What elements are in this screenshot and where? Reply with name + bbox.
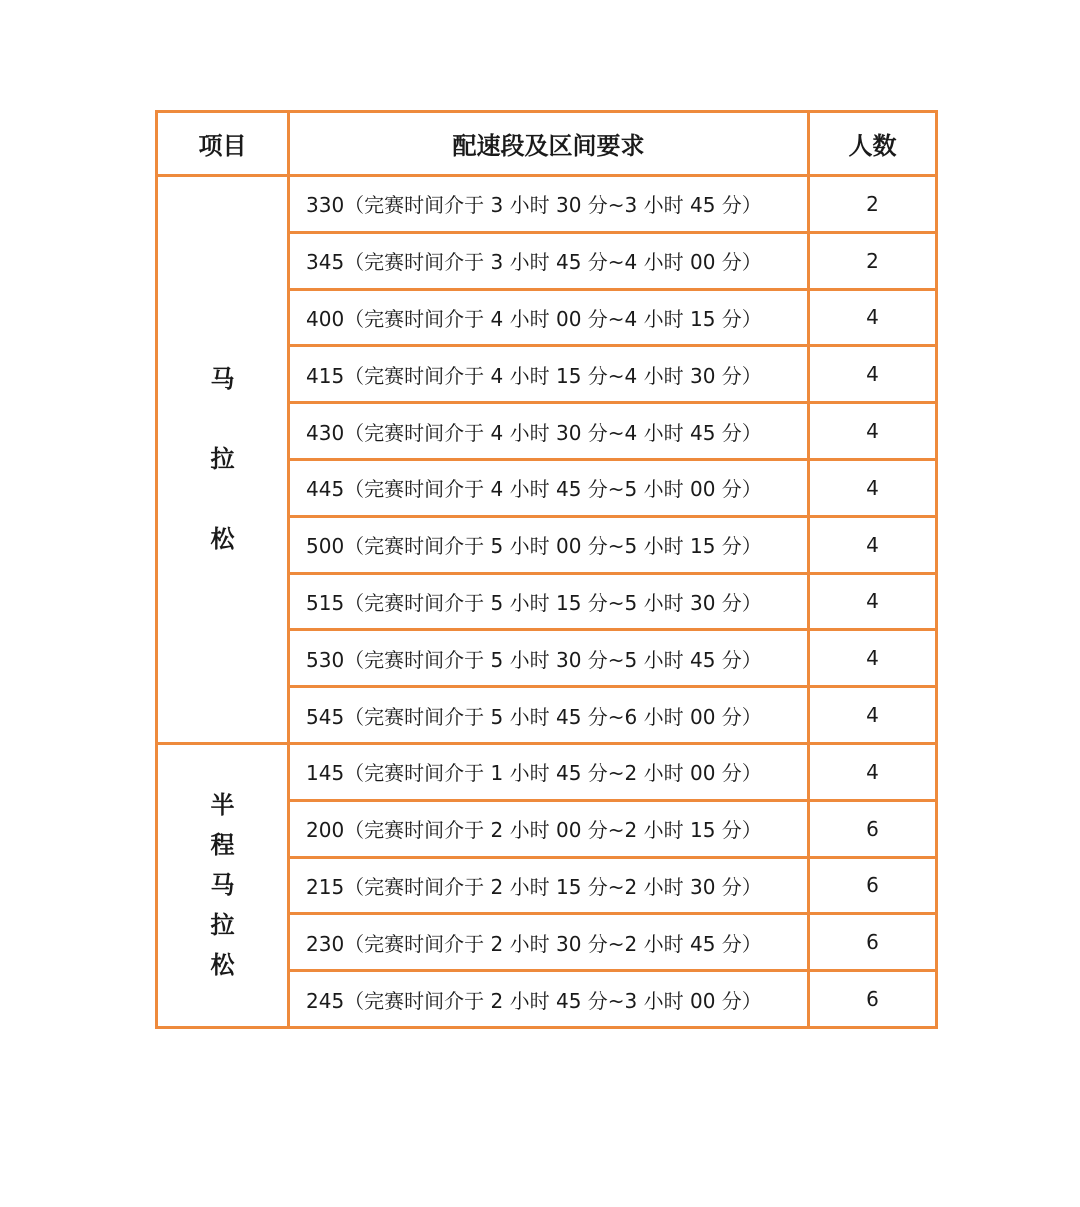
table-row <box>157 176 937 233</box>
event-char: 松 <box>210 525 235 554</box>
count-cell: 4 <box>809 346 937 403</box>
count-cell: 4 <box>809 289 937 346</box>
event-char: 马 <box>210 365 235 394</box>
count-cell: 6 <box>809 914 937 971</box>
pace-cell: 530（完赛时间介于 5 小时 30 分~5 小时 45 分） <box>289 630 809 687</box>
header-pace: 配速段及区间要求 <box>289 112 809 176</box>
count-cell: 4 <box>809 459 937 516</box>
event-cell-half-marathon <box>157 743 289 1027</box>
event-char: 松 <box>210 951 235 980</box>
pace-cell: 445（完赛时间介于 4 小时 45 分~5 小时 00 分） <box>289 459 809 516</box>
header-row <box>157 112 937 176</box>
table-header <box>157 112 937 176</box>
pace-cell: 515（完赛时间介于 5 小时 15 分~5 小时 30 分） <box>289 573 809 630</box>
pace-cell: 245（完赛时间介于 2 小时 45 分~3 小时 00 分） <box>289 971 809 1028</box>
pace-cell: 330（完赛时间介于 3 小时 30 分~3 小时 45 分） <box>289 176 809 233</box>
table-row <box>157 743 937 800</box>
pace-cell: 345（完赛时间介于 3 小时 45 分~4 小时 00 分） <box>289 232 809 289</box>
count-cell: 4 <box>809 403 937 460</box>
event-char: 半 <box>210 791 235 820</box>
count-cell: 6 <box>809 857 937 914</box>
header-event: 项目 <box>157 112 289 176</box>
pace-cell: 145（完赛时间介于 1 小时 45 分~2 小时 00 分） <box>289 743 809 800</box>
table-body <box>157 176 937 1028</box>
count-cell: 4 <box>809 516 937 573</box>
count-cell: 4 <box>809 743 937 800</box>
event-char: 程 <box>210 831 235 860</box>
count-cell: 4 <box>809 687 937 744</box>
pace-cell: 230（完赛时间介于 2 小时 30 分~2 小时 45 分） <box>289 914 809 971</box>
event-char: 马 <box>210 871 235 900</box>
pace-cell: 400（完赛时间介于 4 小时 00 分~4 小时 15 分） <box>289 289 809 346</box>
event-char: 拉 <box>210 911 235 940</box>
pace-cell: 200（完赛时间介于 2 小时 00 分~2 小时 15 分） <box>289 800 809 857</box>
count-cell: 6 <box>809 800 937 857</box>
pace-cell: 500（完赛时间介于 5 小时 00 分~5 小时 15 分） <box>289 516 809 573</box>
pace-cell: 215（完赛时间介于 2 小时 15 分~2 小时 30 分） <box>289 857 809 914</box>
header-count: 人数 <box>809 112 937 176</box>
pace-cell: 545（完赛时间介于 5 小时 45 分~6 小时 00 分） <box>289 687 809 744</box>
count-cell: 6 <box>809 971 937 1028</box>
pace-cell: 430（完赛时间介于 4 小时 30 分~4 小时 45 分） <box>289 403 809 460</box>
count-cell: 4 <box>809 630 937 687</box>
count-cell: 4 <box>809 573 937 630</box>
count-cell: 2 <box>809 176 937 233</box>
event-char: 拉 <box>210 445 235 474</box>
pace-cell: 415（完赛时间介于 4 小时 15 分~4 小时 30 分） <box>289 346 809 403</box>
count-cell: 2 <box>809 232 937 289</box>
event-cell-marathon <box>157 176 289 744</box>
pace-table <box>155 110 938 1029</box>
